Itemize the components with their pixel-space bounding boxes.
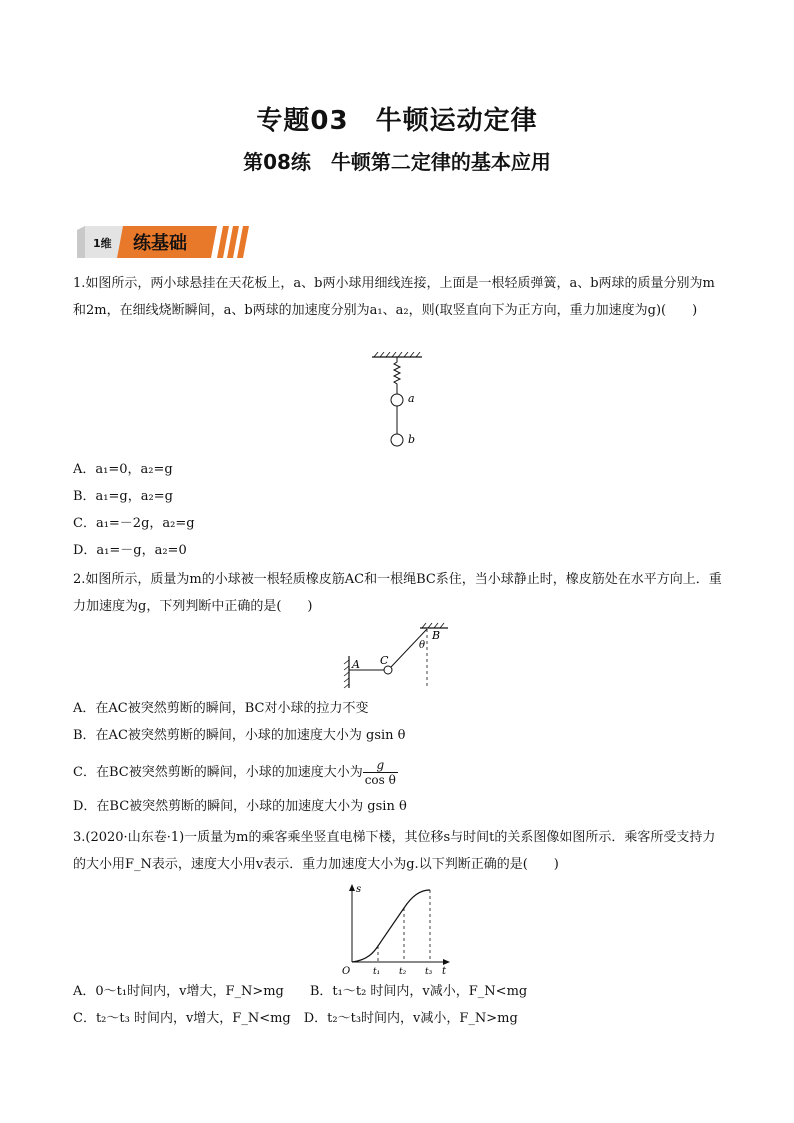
- q3-options-row-1[interactable]: A．0～t₁时间内，v增大，F_N>mg B．t₁～t₂ 时间内，v减小，F_N<mg: [73, 984, 528, 999]
- origin-O: O: [342, 966, 351, 977]
- q1-option-b[interactable]: B．a₁=g，a₂=g: [73, 489, 173, 504]
- question-3-text: 3.(2020·山东卷·1)一质量为m的乘客乘坐竖直电梯下楼，其位移s与时间t的关系图像如图所示．乘客所受支持力的大小用F_N表示，速度大小用v表示．重力加速度大小为g.以下判断正确的是( ): [73, 830, 716, 872]
- question-2-text: 2.如图所示，质量为m的小球被一根轻质橡皮筋AC和一根绳BC系住，当小球静止时，橡皮筋处在水平方向上．重力加速度为g，下列判断中正确的是( ): [73, 572, 722, 614]
- question-2-figure: [340, 622, 460, 692]
- question-1-figure: [360, 352, 450, 452]
- q2-option-a[interactable]: A．在AC被突然剪断的瞬间，BC对小球的拉力不变: [73, 701, 369, 716]
- q2-option-d[interactable]: D．在BC被突然剪断的瞬间，小球的加速度大小为 gsin θ: [73, 799, 407, 814]
- label-a: a: [408, 392, 415, 405]
- label-b: b: [408, 433, 416, 446]
- axis-s: s: [356, 884, 362, 895]
- section-level: 1维: [93, 237, 112, 250]
- page-title: 专题03 牛顿运动定律: [256, 106, 538, 136]
- label-B: B: [432, 629, 441, 642]
- section-title: 练基础: [133, 233, 187, 254]
- tick-t3: t₃: [425, 967, 433, 977]
- q3-options-row-2[interactable]: C．t₂～t₃ 时间内，v增大，F_N<mg D．t₂～t₃时间内，v减小，F_N>mg: [73, 1011, 518, 1026]
- label-theta: θ: [419, 640, 426, 651]
- label-A: A: [352, 658, 360, 671]
- q2-option-b[interactable]: B．在AC被突然剪断的瞬间，小球的加速度大小为 gsin θ: [73, 728, 406, 743]
- question-3-graph: [340, 882, 460, 978]
- question-1-text: 1.如图所示，两小球悬挂在天花板上，a、b两小球用细线连接，上面是一根轻质弹簧，a、b两球的质量分别为m和2m，在细线烧断瞬间，a、b两球的加速度分别为a₁、a₂，则(取竖直向下为正方向，重力加速度为g)( ): [73, 276, 715, 318]
- q1-option-d[interactable]: D．a₁=－g，a₂=0: [73, 543, 187, 558]
- q1-option-c[interactable]: C．a₁=－2g，a₂=g: [73, 516, 195, 531]
- q1-option-a[interactable]: A．a₁=0，a₂=g: [73, 462, 173, 477]
- axis-t: t: [442, 966, 447, 977]
- q2-option-c-fraction: $\frac{g}{\text{cos θ}}$: [364, 758, 396, 787]
- q2-option-c-text: C．在BC被突然剪断的瞬间，小球的加速度大小为: [73, 765, 363, 780]
- page-subtitle: 第08练 牛顿第二定律的基本应用: [243, 150, 551, 174]
- tick-t2: t₂: [399, 967, 407, 977]
- tick-t1: t₁: [373, 967, 381, 977]
- label-C: C: [380, 654, 389, 667]
- q2-option-c[interactable]: [73, 758, 398, 787]
- section-banner: [77, 224, 257, 260]
